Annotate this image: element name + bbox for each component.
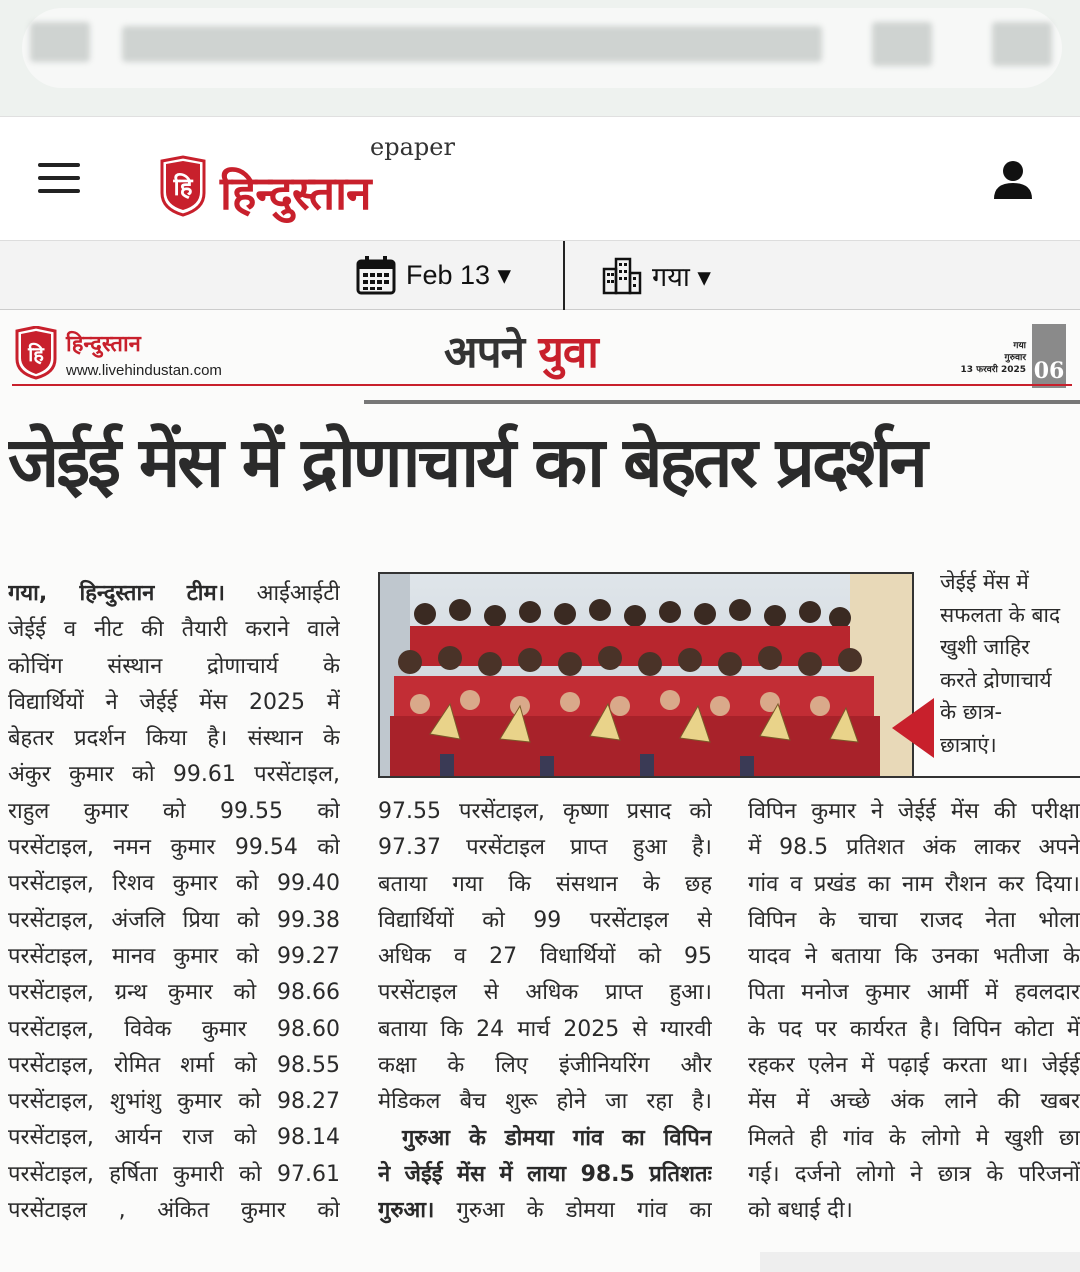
article-line: कोचिंग संस्थान द्रोणाचार्य के xyxy=(8,653,340,679)
article-line: परसेंटाइल से अधिक प्राप्त हुआ। xyxy=(378,980,712,1006)
article-line: बताया कि 24 मार्च 2025 से ग्यारवी xyxy=(378,1016,712,1042)
page-bottom-edge xyxy=(760,1252,1080,1272)
brand-name: हिन्दुस्तान xyxy=(220,166,371,220)
svg-text:हि: हि xyxy=(173,173,193,201)
address-bar[interactable] xyxy=(22,8,1062,88)
photo-caption: जेईई मेंस में सफलता के बाद खुशी जाहिर करते द्रोणाचार्य के छात्र- छात्राएं। xyxy=(940,570,1061,757)
article-line: परसेंटाइल, रिशव कुमार को 99.40 xyxy=(8,871,340,897)
article-line: में 98.5 प्रतिशत अंक लाकर अपने xyxy=(748,835,1080,861)
section-rule xyxy=(364,400,1080,404)
date-label: Feb 13 ▾ xyxy=(406,259,512,290)
article-line: परसेंटाइल, ग्रन्थ कुमार को 98.66 xyxy=(8,980,340,1006)
article-line: बताया गया कि संसथान के छह xyxy=(378,871,712,897)
group-photo xyxy=(378,572,914,778)
article-line: मेडिकल बैच शुरू होने जा रहा है। xyxy=(378,1089,712,1115)
section-title xyxy=(444,320,598,380)
section-title-highlight: युवा xyxy=(538,327,598,378)
masthead-brand: हिन्दुस्तान xyxy=(66,331,141,357)
article-line: परसेंटाइल , अंकित कुमार को xyxy=(8,1198,340,1224)
article-line: विपिन के चाचा राजद नेता भोला xyxy=(748,907,1080,933)
page-city: गया xyxy=(1013,341,1026,351)
app-header xyxy=(0,116,1080,240)
article-line: विद्यार्थियों को 99 परसेंटाइल से xyxy=(378,907,712,933)
page-masthead xyxy=(12,322,1070,400)
article-line: परसेंटाइल, विवेक कुमार 98.60 xyxy=(8,1016,340,1042)
article-line: रहकर एलेन में पढ़ाई करता था। जेईई xyxy=(748,1053,1080,1079)
article-line: यादव ने बताया कि उनका भतीजा के xyxy=(748,944,1080,970)
article-line: परसेंटाइल, अंजलि प्रिया को 99.38 xyxy=(8,907,340,933)
article-line: गई। दर्जनो लोगो ने छात्र के परिजनों xyxy=(748,1161,1080,1187)
hindustan-shield-icon xyxy=(14,326,58,380)
page-date: 13 फरवरी 2025 xyxy=(960,365,1026,375)
calendar-icon xyxy=(356,255,396,295)
article-column-3 xyxy=(748,794,1080,1230)
page-number: 06 xyxy=(1032,324,1066,388)
article-line: कक्षा के लिए इंजीनियरिंग और xyxy=(378,1053,712,1079)
page-weekday: गुरुवार xyxy=(1004,353,1026,363)
article-line: गांव व प्रखंड का नाम रौशन कर दिया। xyxy=(748,871,1080,897)
article-column-2 xyxy=(378,794,712,1230)
brand-logo[interactable] xyxy=(158,133,478,227)
caption-pointer-icon xyxy=(892,698,934,758)
browser-bar xyxy=(0,0,1080,116)
article-line: जेईई व नीट की तैयारी कराने वाले xyxy=(8,617,340,643)
hamburger-menu-icon[interactable] xyxy=(38,163,80,197)
svg-text:हि: हि xyxy=(28,342,44,366)
page-dateline xyxy=(948,340,1026,376)
students-photo-illustration xyxy=(380,574,912,776)
article-line: गया, हिन्दुस्तान टीम। आईआईटी xyxy=(8,581,340,606)
article-line: परसेंटाइल, मानव कुमार को 99.27 xyxy=(8,943,340,969)
subheading-line: ने जेईई मेंस में लाया 98.5 प्रतिशतः xyxy=(378,1161,712,1187)
edition-toolbar xyxy=(0,240,1080,310)
article-line: को बधाई दी। xyxy=(748,1198,853,1224)
subheading-line: गुरुआ के डोमया गांव का विपिन xyxy=(402,1125,712,1151)
toolbar-divider xyxy=(563,241,565,311)
article-line: विद्यार्थियों ने जेईई मेंस 2025 में xyxy=(8,689,340,715)
city-label: गया ▾ xyxy=(652,261,711,292)
article-line: बेहतर प्रदर्शन किया है। संस्थान के xyxy=(8,726,340,752)
brand-subtitle: epaper xyxy=(370,133,455,161)
article-line: अधिक व 27 विधार्थियों को 95 xyxy=(378,944,712,970)
user-account-icon[interactable] xyxy=(990,157,1036,203)
article-line: 97.37 परसेंटाइल प्राप्त हुआ है। xyxy=(378,835,712,861)
article-line: पिता मनोज कुमार आर्मी में हवलदार xyxy=(748,980,1080,1006)
article-line: मिलते ही गांव के लोगो मे खुशी छा xyxy=(748,1125,1080,1151)
article-line: गुरुआ। गुरुआ के डोमया गांव का xyxy=(378,1198,712,1224)
dateline: गया, हिन्दुस्तान टीम। xyxy=(8,581,225,606)
hindustan-shield-icon xyxy=(158,155,208,217)
article-line: परसेंटाइल, नमन कुमार 99.54 को xyxy=(8,835,340,861)
article-headline: जेईई मेंस में द्रोणाचार्य का बेहतर प्रदर्शन xyxy=(8,423,925,503)
caption-rule xyxy=(914,776,1080,778)
article-line: मेंस में अच्छे अंक लाने की खबर xyxy=(748,1089,1080,1115)
section-title-prefix: अपने xyxy=(444,327,525,378)
article-line: परसेंटाइल, शुभांशु कुमार को 98.27 xyxy=(8,1089,340,1115)
article-line: परसेंटाइल, हर्षिता कुमारी को 97.61 xyxy=(8,1161,340,1187)
article-line: परसेंटाइल, आर्यन राज को 98.14 xyxy=(8,1125,340,1151)
article-line: विपिन कुमार ने जेईई मेंस की परीक्षा xyxy=(748,799,1080,824)
article-column-1 xyxy=(8,576,340,1229)
article-line: परसेंटाइल, रोमित शर्मा को 98.55 xyxy=(8,1052,340,1078)
article-line: 97.55 परसेंटाइल, कृष्णा प्रसाद को xyxy=(378,799,712,824)
epaper-page[interactable] xyxy=(0,310,1080,1272)
date-selector[interactable] xyxy=(356,253,511,297)
article-line: अंकुर कुमार को 99.61 परसेंटाइल, xyxy=(8,762,340,788)
article-line: के पद पर कार्यरत है। विपिन कोटा में xyxy=(748,1016,1080,1042)
city-selector[interactable] xyxy=(602,253,711,297)
article-line: राहुल कुमार को 99.55 को xyxy=(8,798,340,824)
city-buildings-icon xyxy=(602,255,642,295)
masthead-rule xyxy=(12,384,1072,386)
masthead-url: www.livehindustan.com xyxy=(66,362,222,379)
